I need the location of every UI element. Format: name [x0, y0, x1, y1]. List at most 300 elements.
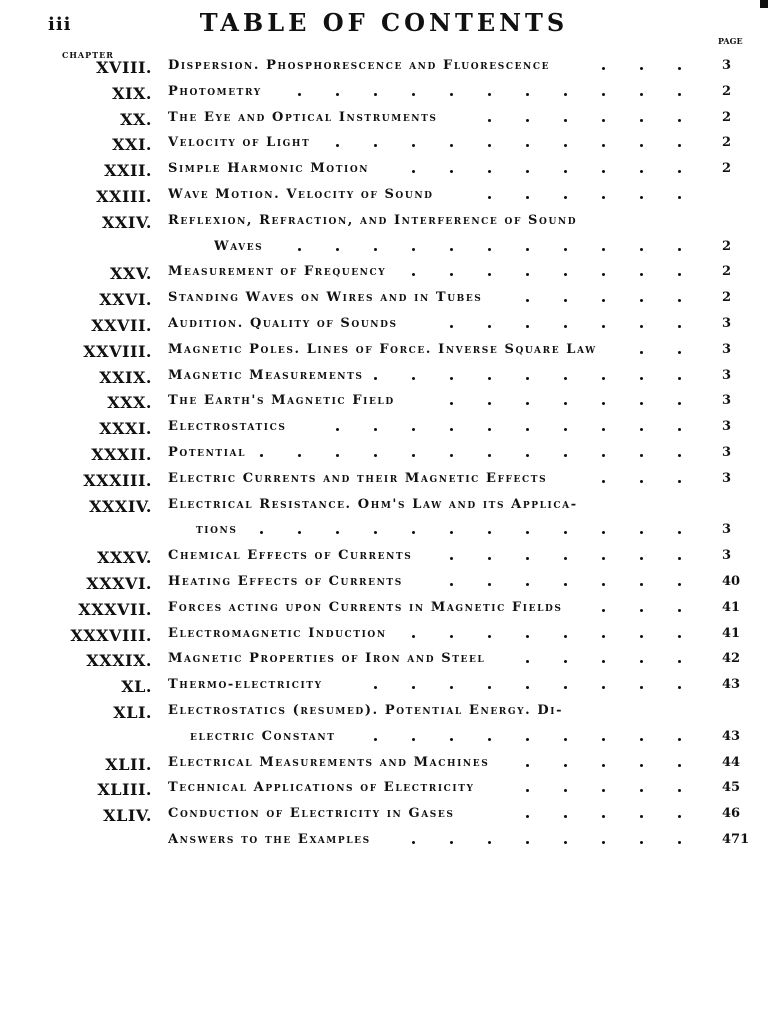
leader-dot — [564, 660, 567, 663]
chapter-title: Electric Currents and their Magnetic Effects — [168, 470, 548, 486]
leader-dot — [450, 325, 453, 328]
toc-entry — [0, 316, 768, 340]
leader-dot — [678, 635, 681, 638]
chapter-number: XXXVI. — [86, 574, 152, 593]
leader-dot — [450, 402, 453, 405]
leader-dots — [0, 841, 720, 849]
leader-dot — [640, 377, 643, 380]
chapter-number: XXXVIII. — [70, 625, 152, 645]
leader-dots — [0, 738, 720, 746]
leader-dot — [602, 377, 605, 380]
leader-dot — [412, 531, 415, 534]
chapter-number: XXXII. — [91, 445, 152, 464]
leader-dot — [678, 609, 681, 612]
leader-dot — [602, 248, 605, 251]
leader-dot — [450, 428, 453, 431]
leader-dot — [564, 119, 567, 122]
leader-dot — [336, 248, 339, 251]
leader-dot — [602, 273, 605, 276]
leader-dot — [602, 299, 605, 302]
leader-dot — [374, 377, 377, 380]
chapter-number: XXXIII. — [83, 470, 152, 490]
page-ref: 3 — [722, 419, 732, 435]
page-ref: 3 — [722, 341, 732, 357]
leader-dot — [526, 738, 529, 741]
leader-dot — [488, 454, 491, 457]
leader-dot — [678, 557, 681, 560]
leader-dot — [450, 273, 453, 276]
leader-dot — [564, 428, 567, 431]
leader-dot — [640, 325, 643, 328]
page-ref: 42 — [722, 651, 741, 667]
leader-dot — [298, 454, 301, 457]
chapter-number: XXXV. — [97, 548, 152, 568]
leader-dot — [602, 764, 605, 767]
leader-dot — [488, 196, 491, 199]
leader-dot — [640, 144, 643, 147]
page-title: TABLE OF CONTENTS — [199, 8, 569, 37]
page-ref: 44 — [722, 754, 741, 770]
leader-dot — [526, 248, 529, 251]
leader-dot — [526, 144, 529, 147]
leader-dot — [488, 119, 491, 122]
chapter-title: Reflexion, Refraction, and Interference of Sound — [168, 212, 578, 228]
leader-dot — [450, 635, 453, 638]
leader-dot — [564, 686, 567, 689]
toc-entry — [0, 393, 768, 417]
leader-dot — [678, 660, 681, 663]
chapter-column-header: CHAPTER — [62, 50, 114, 60]
leader-dot — [564, 170, 567, 173]
leader-dot — [678, 144, 681, 147]
leader-dot — [450, 841, 453, 844]
leader-dot — [678, 67, 681, 70]
leader-dot — [336, 428, 339, 431]
leader-dot — [640, 531, 643, 534]
page-ref: 41 — [722, 625, 741, 641]
leader-dots — [0, 789, 720, 797]
leader-dot — [564, 841, 567, 844]
leader-dot — [374, 93, 377, 96]
chapter-number: XXX. — [107, 393, 152, 413]
leader-dot — [412, 635, 415, 638]
leader-dot — [640, 351, 643, 354]
leader-dot — [678, 377, 681, 380]
leader-dot — [640, 609, 643, 612]
toc-entry — [0, 58, 768, 82]
leader-dot — [602, 841, 605, 844]
leader-dot — [678, 299, 681, 302]
leader-dot — [488, 428, 491, 431]
leader-dots — [0, 815, 720, 823]
leader-dot — [488, 325, 491, 328]
leader-dot — [678, 351, 681, 354]
leader-dot — [374, 144, 377, 147]
chapter-title-continued: electric Constant — [190, 728, 336, 744]
chapter-title: Electromagnetic Induction — [168, 625, 387, 641]
chapter-number: XXV. — [109, 264, 152, 284]
leader-dot — [640, 248, 643, 251]
toc-entry — [0, 264, 768, 288]
leader-dot — [450, 583, 453, 586]
leader-dot — [640, 764, 643, 767]
toc-entry — [0, 212, 768, 254]
leader-dot — [526, 764, 529, 767]
leader-dots — [0, 480, 720, 488]
leader-dot — [526, 531, 529, 534]
page-ref: 3 — [722, 367, 732, 383]
leader-dot — [526, 557, 529, 560]
leader-dots — [0, 402, 720, 410]
leader-dots — [0, 119, 720, 127]
toc-entry — [0, 187, 768, 211]
leader-dot — [488, 170, 491, 173]
page-ref: 46 — [722, 806, 741, 822]
chapter-number: XXI. — [112, 135, 152, 155]
leader-dot — [526, 273, 529, 276]
toc-entry — [0, 548, 768, 572]
chapter-number: XVIII. — [96, 58, 152, 77]
leader-dot — [336, 531, 339, 534]
chapter-title: Chemical Effects of Currents — [168, 548, 413, 564]
chapter-number: XIX. — [112, 83, 152, 103]
leader-dot — [678, 273, 681, 276]
leader-dots — [0, 351, 720, 359]
chapter-title: Thermo-electricity — [168, 677, 323, 693]
leader-dot — [374, 248, 377, 251]
leader-dots — [0, 583, 720, 591]
leader-dot — [564, 815, 567, 818]
toc-entry — [0, 496, 768, 538]
chapter-title: Magnetic Properties of Iron and Steel — [168, 651, 486, 667]
page-number: iii — [48, 14, 72, 35]
leader-dot — [564, 273, 567, 276]
leader-dots — [0, 454, 720, 462]
edge-mark — [760, 0, 768, 8]
leader-dot — [640, 93, 643, 96]
leader-dot — [602, 815, 605, 818]
leader-dot — [602, 686, 605, 689]
leader-dot — [640, 480, 643, 483]
leader-dot — [526, 583, 529, 586]
page-ref: 3 — [722, 445, 732, 460]
toc-entry — [0, 471, 768, 495]
leader-dots — [0, 93, 720, 101]
leader-dot — [374, 686, 377, 689]
chapter-number: XXXIV. — [89, 496, 152, 516]
leader-dot — [564, 248, 567, 251]
leader-dot — [260, 454, 263, 457]
chapter-number: XLI. — [113, 703, 152, 722]
chapter-number: XXII. — [104, 161, 152, 181]
leader-dot — [678, 248, 681, 251]
page-ref: 3 — [722, 316, 732, 331]
chapter-title: Audition. Quality of Sounds — [168, 316, 398, 331]
leader-dot — [412, 377, 415, 380]
leader-dot — [640, 299, 643, 302]
chapter-number: XXIX. — [99, 367, 152, 387]
chapter-title: Velocity of Light — [168, 135, 311, 151]
leader-dot — [526, 660, 529, 663]
leader-dot — [450, 531, 453, 534]
leader-dot — [374, 738, 377, 741]
leader-dot — [678, 93, 681, 96]
chapter-number: XLIV. — [103, 806, 152, 826]
leader-dot — [640, 119, 643, 122]
leader-dot — [526, 428, 529, 431]
leader-dot — [450, 738, 453, 741]
chapter-title: Technical Applications of Electricity — [168, 780, 475, 796]
chapter-number: XLII. — [105, 754, 152, 774]
leader-dot — [412, 428, 415, 431]
chapter-title: Forces acting upon Currents in Magnetic Fields — [168, 599, 563, 615]
leader-dot — [488, 273, 491, 276]
leader-dots — [0, 428, 720, 436]
leader-dot — [640, 454, 643, 457]
leader-dot — [564, 325, 567, 328]
leader-dot — [640, 686, 643, 689]
chapter-title: Electrostatics — [168, 419, 287, 435]
leader-dot — [602, 789, 605, 792]
leader-dot — [488, 738, 491, 741]
leader-dot — [526, 325, 529, 328]
leader-dot — [564, 196, 567, 199]
leader-dot — [526, 377, 529, 380]
leader-dot — [678, 686, 681, 689]
leader-dot — [602, 609, 605, 612]
leader-dot — [602, 738, 605, 741]
leader-dot — [298, 248, 301, 251]
chapter-title: Magnetic Measurements — [168, 367, 364, 383]
chapter-number: XXIV. — [102, 212, 152, 232]
leader-dot — [640, 67, 643, 70]
page-ref: 2 — [722, 264, 732, 280]
leader-dot — [526, 686, 529, 689]
chapter-title-continued: Waves — [214, 238, 264, 254]
leader-dot — [526, 402, 529, 405]
leader-dots — [0, 557, 720, 565]
leader-dots — [0, 273, 720, 281]
leader-dot — [640, 583, 643, 586]
leader-dots — [0, 764, 720, 772]
leader-dot — [602, 67, 605, 70]
leader-dot — [412, 841, 415, 844]
toc-entry — [0, 755, 768, 779]
toc-entry — [0, 780, 768, 804]
leader-dot — [640, 428, 643, 431]
leader-dot — [564, 583, 567, 586]
leader-dot — [678, 480, 681, 483]
chapter-number: XXIII. — [96, 187, 152, 206]
chapter-number: XXXIX. — [86, 651, 152, 671]
leader-dot — [564, 402, 567, 405]
leader-dot — [450, 170, 453, 173]
leader-dot — [678, 764, 681, 767]
leader-dots — [0, 67, 720, 75]
page-ref: 2 — [722, 135, 732, 151]
leader-dot — [640, 660, 643, 663]
chapter-title: Electrical Resistance. Ohm's Law and its Applica- — [168, 496, 578, 512]
leader-dot — [526, 815, 529, 818]
leader-dot — [602, 402, 605, 405]
leader-dot — [488, 377, 491, 380]
chapter-title: Standing Waves on Wires and in Tubes — [168, 290, 483, 306]
toc-entry — [0, 832, 768, 856]
leader-dot — [640, 635, 643, 638]
leader-dot — [488, 93, 491, 96]
leader-dot — [488, 531, 491, 534]
leader-dot — [374, 531, 377, 534]
leader-dots — [0, 531, 720, 539]
leader-dot — [526, 635, 529, 638]
leader-dot — [374, 454, 377, 457]
leader-dots — [0, 170, 720, 178]
leader-dot — [564, 93, 567, 96]
leader-dot — [526, 93, 529, 96]
leader-dot — [602, 119, 605, 122]
leader-dot — [640, 170, 643, 173]
leader-dot — [526, 789, 529, 792]
leader-dot — [640, 738, 643, 741]
chapter-number: XL. — [121, 677, 152, 697]
chapter-number: XX. — [120, 109, 152, 129]
leader-dots — [0, 609, 720, 617]
toc-entry — [0, 626, 768, 650]
page-ref: 3 — [722, 393, 732, 409]
page-ref: 40 — [722, 574, 741, 589]
leader-dot — [412, 454, 415, 457]
leader-dot — [450, 93, 453, 96]
toc-entry — [0, 677, 768, 701]
leader-dot — [488, 635, 491, 638]
leader-dot — [412, 686, 415, 689]
chapter-title: The Earth's Magnetic Field — [168, 393, 395, 409]
chapter-title: Dispersion. Phosphorescence and Fluorescence — [168, 58, 551, 73]
leader-dot — [678, 196, 681, 199]
leader-dot — [564, 764, 567, 767]
leader-dot — [526, 119, 529, 122]
toc-entry — [0, 290, 768, 314]
leader-dot — [450, 144, 453, 147]
toc-entry — [0, 342, 768, 366]
toc-entry — [0, 574, 768, 598]
leader-dot — [412, 273, 415, 276]
leader-dot — [678, 170, 681, 173]
chapter-title: Heating Effects of Currents — [168, 574, 403, 589]
toc-entry — [0, 651, 768, 675]
leader-dot — [678, 789, 681, 792]
leader-dot — [564, 299, 567, 302]
leader-dot — [336, 454, 339, 457]
chapter-title: Wave Motion. Velocity of Sound — [168, 187, 434, 202]
leader-dot — [450, 557, 453, 560]
toc-entry — [0, 161, 768, 185]
leader-dot — [564, 144, 567, 147]
leader-dot — [450, 248, 453, 251]
leader-dot — [640, 815, 643, 818]
leader-dot — [564, 531, 567, 534]
leader-dot — [564, 557, 567, 560]
page-column-header: PAGE — [718, 36, 743, 46]
leader-dot — [526, 299, 529, 302]
leader-dot — [640, 841, 643, 844]
chapter-number: XXXVII. — [78, 599, 152, 619]
leader-dot — [678, 402, 681, 405]
toc-entry — [0, 703, 768, 744]
toc-entry — [0, 445, 768, 469]
leader-dot — [602, 583, 605, 586]
leader-dot — [564, 738, 567, 741]
chapter-title: Simple Harmonic Motion — [168, 161, 370, 177]
page-ref: 2 — [722, 109, 732, 125]
leader-dot — [412, 170, 415, 173]
leader-dot — [678, 841, 681, 844]
leader-dot — [678, 738, 681, 741]
chapter-number: XXXI. — [99, 419, 152, 439]
chapter-number: XXVII. — [91, 316, 152, 335]
leader-dot — [640, 402, 643, 405]
leader-dot — [298, 531, 301, 534]
leader-dot — [488, 583, 491, 586]
leader-dot — [488, 248, 491, 251]
leader-dot — [678, 815, 681, 818]
leader-dot — [450, 377, 453, 380]
chapter-title: Answers to the Examples — [168, 832, 371, 847]
page-ref: 471 — [722, 832, 750, 847]
toc-entry — [0, 806, 768, 830]
leader-dot — [488, 144, 491, 147]
leader-dot — [678, 583, 681, 586]
leader-dot — [640, 196, 643, 199]
toc-entry — [0, 84, 768, 108]
leader-dot — [260, 531, 263, 534]
leader-dot — [602, 480, 605, 483]
page-ref: 41 — [722, 599, 741, 615]
chapter-title: Electrostatics (resumed). Potential Energy. Di- — [168, 703, 564, 718]
toc-entry — [0, 419, 768, 443]
chapter-title: Electrical Measurements and Machines — [168, 754, 490, 770]
leader-dot — [602, 144, 605, 147]
leader-dots — [0, 196, 720, 204]
toc-entry — [0, 135, 768, 159]
leader-dot — [602, 531, 605, 534]
leader-dot — [564, 377, 567, 380]
leader-dot — [488, 686, 491, 689]
toc-entry — [0, 368, 768, 392]
leader-dot — [526, 454, 529, 457]
page-ref: 2 — [722, 83, 732, 99]
leader-dot — [640, 557, 643, 560]
toc-entry — [0, 110, 768, 134]
leader-dot — [602, 196, 605, 199]
page-ref: 2 — [722, 161, 732, 177]
leader-dot — [678, 325, 681, 328]
page-ref: 3 — [722, 58, 732, 73]
leader-dots — [0, 686, 720, 694]
chapter-title: Measurement of Frequency — [168, 264, 387, 280]
chapter-title: Potential — [168, 445, 247, 460]
leader-dot — [564, 789, 567, 792]
leader-dot — [678, 454, 681, 457]
leader-dot — [678, 428, 681, 431]
leader-dots — [0, 660, 720, 668]
leader-dot — [488, 841, 491, 844]
leader-dots — [0, 248, 720, 256]
leader-dot — [488, 557, 491, 560]
leader-dot — [526, 841, 529, 844]
leader-dot — [602, 660, 605, 663]
page-ref: 2 — [722, 238, 732, 254]
